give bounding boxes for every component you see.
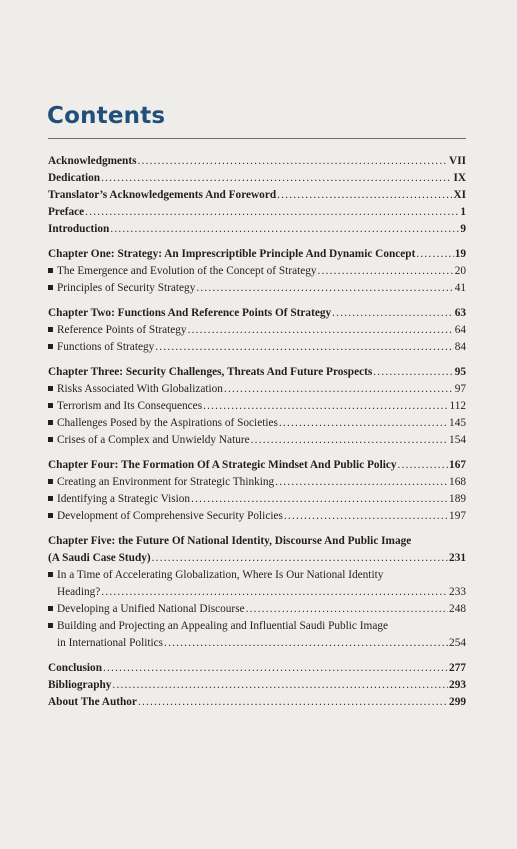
toc-page-number: 197 bbox=[449, 510, 466, 522]
toc-page-number: 97 bbox=[454, 383, 466, 395]
table-of-contents bbox=[48, 153, 466, 719]
square-bullet-icon bbox=[48, 268, 53, 273]
toc-page-number: 9 bbox=[460, 223, 466, 235]
toc-page-number: XI bbox=[453, 189, 466, 201]
dot-leader bbox=[203, 398, 448, 415]
toc-subentry[interactable] bbox=[48, 280, 466, 297]
toc-subentry[interactable] bbox=[48, 398, 466, 415]
dot-leader bbox=[191, 491, 448, 508]
square-bullet-icon bbox=[48, 327, 53, 332]
toc-subentry[interactable] bbox=[48, 432, 466, 449]
toc-subentry[interactable] bbox=[48, 381, 466, 398]
toc-chapter-five-title-line1[interactable]: Chapter Five: the Future Of National Identity, Discourse And Public Image bbox=[48, 535, 412, 547]
square-bullet-icon bbox=[48, 623, 53, 628]
toc-subentry[interactable] bbox=[48, 322, 466, 339]
toc-page-number: 145 bbox=[449, 417, 466, 429]
dot-leader bbox=[138, 153, 449, 170]
toc-subentry-label: Identifying a Strategic Vision bbox=[57, 493, 191, 505]
toc-subentry-label: Crises of a Complex and Unwieldy Nature bbox=[57, 434, 250, 446]
square-bullet-icon bbox=[48, 403, 53, 408]
toc-chapter-one[interactable] bbox=[48, 246, 466, 263]
toc-page-number: 167 bbox=[449, 459, 466, 471]
toc-subentry[interactable] bbox=[48, 635, 466, 652]
toc-subentry-label: Terrorism and Its Consequences bbox=[57, 400, 203, 412]
toc-subentry[interactable] bbox=[48, 508, 466, 525]
toc-subentry-label: Developing a Unified National Discourse bbox=[57, 603, 245, 615]
toc-subentry[interactable] bbox=[48, 339, 466, 356]
toc-subentry-label: In a Time of Accelerating Globalization, Where Is Our National Identity bbox=[57, 569, 384, 581]
toc-chapter-title: Chapter Three: Security Challenges, Threats And Future Prospects bbox=[48, 366, 373, 378]
dot-leader bbox=[279, 415, 448, 432]
dot-leader bbox=[275, 474, 448, 491]
toc-subentry[interactable] bbox=[48, 263, 466, 280]
toc-entry-label: Dedication bbox=[48, 172, 101, 184]
square-bullet-icon bbox=[48, 572, 53, 577]
chapter-two-group bbox=[48, 305, 466, 356]
toc-page-number: 293 bbox=[449, 679, 466, 691]
toc-entry-dedication[interactable] bbox=[48, 170, 466, 187]
dot-leader bbox=[103, 660, 448, 677]
toc-entry-label: Introduction bbox=[48, 223, 110, 235]
square-bullet-icon bbox=[48, 285, 53, 290]
toc-page-number: 231 bbox=[449, 552, 466, 564]
toc-page-number: 20 bbox=[454, 265, 466, 277]
toc-subentry-label: Challenges Posed by the Aspirations of Societies bbox=[57, 417, 278, 429]
toc-page-number: 189 bbox=[449, 493, 466, 505]
dot-leader bbox=[277, 187, 452, 204]
square-bullet-icon bbox=[48, 344, 53, 349]
toc-page-number: IX bbox=[453, 172, 466, 184]
toc-subentry[interactable] bbox=[48, 474, 466, 491]
dot-leader bbox=[112, 677, 448, 694]
square-bullet-icon bbox=[48, 513, 53, 518]
chapter-one-group bbox=[48, 246, 466, 297]
toc-page-number: 168 bbox=[449, 476, 466, 488]
toc-entry-label: Preface bbox=[48, 206, 85, 218]
toc-entry-label: Bibliography bbox=[48, 679, 112, 691]
toc-page-number: 41 bbox=[454, 282, 466, 294]
toc-subentry[interactable] bbox=[48, 491, 466, 508]
toc-entry-label: Translator’s Acknowledgements And Foreword bbox=[48, 189, 277, 201]
toc-chapter-title: Chapter Two: Functions And Reference Points Of Strategy bbox=[48, 307, 332, 319]
dot-leader bbox=[101, 170, 452, 187]
toc-page-number: 233 bbox=[449, 586, 466, 598]
toc-subentry-label: Principles of Security Strategy bbox=[57, 282, 196, 294]
toc-chapter-title: Chapter Four: The Formation Of A Strategic Mindset And Public Policy bbox=[48, 459, 397, 471]
toc-subentry-label: Development of Comprehensive Security Policies bbox=[57, 510, 283, 522]
title-divider bbox=[48, 138, 466, 139]
toc-entry-label: About The Author bbox=[48, 696, 137, 708]
toc-entry-about-the-author[interactable] bbox=[48, 694, 466, 711]
toc-entry-translators-foreword[interactable] bbox=[48, 187, 466, 204]
dot-leader bbox=[246, 601, 448, 618]
dot-leader bbox=[251, 432, 448, 449]
toc-chapter-five[interactable] bbox=[48, 550, 466, 567]
toc-page-number: 1 bbox=[460, 206, 466, 218]
toc-chapter-title: (A Saudi Case Study) bbox=[48, 552, 151, 564]
toc-subentry-label: Building and Projecting an Appealing and Influential Saudi Public Image bbox=[57, 620, 388, 632]
square-bullet-icon bbox=[48, 479, 53, 484]
toc-page-number: 154 bbox=[449, 434, 466, 446]
dot-leader bbox=[373, 364, 453, 381]
dot-leader bbox=[164, 635, 448, 652]
dot-leader bbox=[224, 381, 454, 398]
toc-entry-acknowledgments[interactable] bbox=[48, 153, 466, 170]
toc-page-number: 95 bbox=[454, 366, 466, 378]
toc-subentry-label: Reference Points of Strategy bbox=[57, 324, 187, 336]
square-bullet-icon bbox=[48, 606, 53, 611]
toc-page-number: 63 bbox=[454, 307, 466, 319]
toc-subentry-label: The Emergence and Evolution of the Concept of Strategy bbox=[57, 265, 317, 277]
toc-page-number: 84 bbox=[454, 341, 466, 353]
dot-leader bbox=[188, 322, 454, 339]
toc-entry-introduction[interactable] bbox=[48, 221, 466, 238]
toc-entry-label: Acknowledgments bbox=[48, 155, 137, 167]
chapter-four-group bbox=[48, 457, 466, 525]
page-title: Contents bbox=[47, 103, 166, 129]
toc-chapter-two[interactable] bbox=[48, 305, 466, 322]
square-bullet-icon bbox=[48, 420, 53, 425]
toc-subentry[interactable] bbox=[48, 584, 466, 601]
toc-subentry[interactable] bbox=[48, 415, 466, 432]
toc-subentry-label: Creating an Environment for Strategic Thinking bbox=[57, 476, 275, 488]
square-bullet-icon bbox=[48, 437, 53, 442]
toc-entry-conclusion[interactable] bbox=[48, 660, 466, 677]
dot-leader bbox=[284, 508, 448, 525]
square-bullet-icon bbox=[48, 386, 53, 391]
toc-subentry[interactable] bbox=[48, 601, 466, 618]
dot-leader bbox=[196, 280, 453, 297]
dot-leader bbox=[155, 339, 453, 356]
toc-page-number: VII bbox=[449, 155, 466, 167]
dot-leader bbox=[318, 263, 454, 280]
dot-leader bbox=[398, 457, 449, 474]
toc-page-number: 112 bbox=[449, 400, 466, 412]
toc-chapter-title: Chapter One: Strategy: An Imprescriptible Principle And Dynamic Concept bbox=[48, 248, 416, 260]
toc-chapter-three[interactable] bbox=[48, 364, 466, 381]
chapter-three-group bbox=[48, 364, 466, 449]
toc-subentry-label: Functions of Strategy bbox=[57, 341, 155, 353]
toc-page-number: 19 bbox=[454, 248, 466, 260]
chapter-five-group bbox=[48, 533, 466, 652]
toc-page-number: 248 bbox=[449, 603, 466, 615]
dot-leader bbox=[110, 221, 459, 238]
toc-subentry-label: Heading? bbox=[57, 586, 101, 598]
toc-entry-preface[interactable] bbox=[48, 204, 466, 221]
dot-leader bbox=[101, 584, 448, 601]
toc-subentry-label: in International Politics bbox=[57, 637, 164, 649]
dot-leader bbox=[85, 204, 459, 221]
dot-leader bbox=[152, 550, 448, 567]
toc-subentry-label: Risks Associated With Globalization bbox=[57, 383, 223, 395]
dot-leader bbox=[332, 305, 454, 322]
back-matter-group bbox=[48, 660, 466, 711]
toc-entry-bibliography[interactable] bbox=[48, 677, 466, 694]
toc-page-number: 277 bbox=[449, 662, 466, 674]
toc-page-number: 299 bbox=[449, 696, 466, 708]
front-matter-group bbox=[48, 153, 466, 238]
toc-page-number: 64 bbox=[454, 324, 466, 336]
dot-leader bbox=[416, 246, 453, 263]
toc-page-number: 254 bbox=[449, 637, 466, 649]
toc-entry-label: Conclusion bbox=[48, 662, 102, 674]
square-bullet-icon bbox=[48, 496, 53, 501]
toc-chapter-four[interactable] bbox=[48, 457, 466, 474]
dot-leader bbox=[138, 694, 448, 711]
toc-subentry-line1[interactable] bbox=[48, 567, 466, 584]
toc-subentry-line1[interactable] bbox=[48, 618, 466, 635]
